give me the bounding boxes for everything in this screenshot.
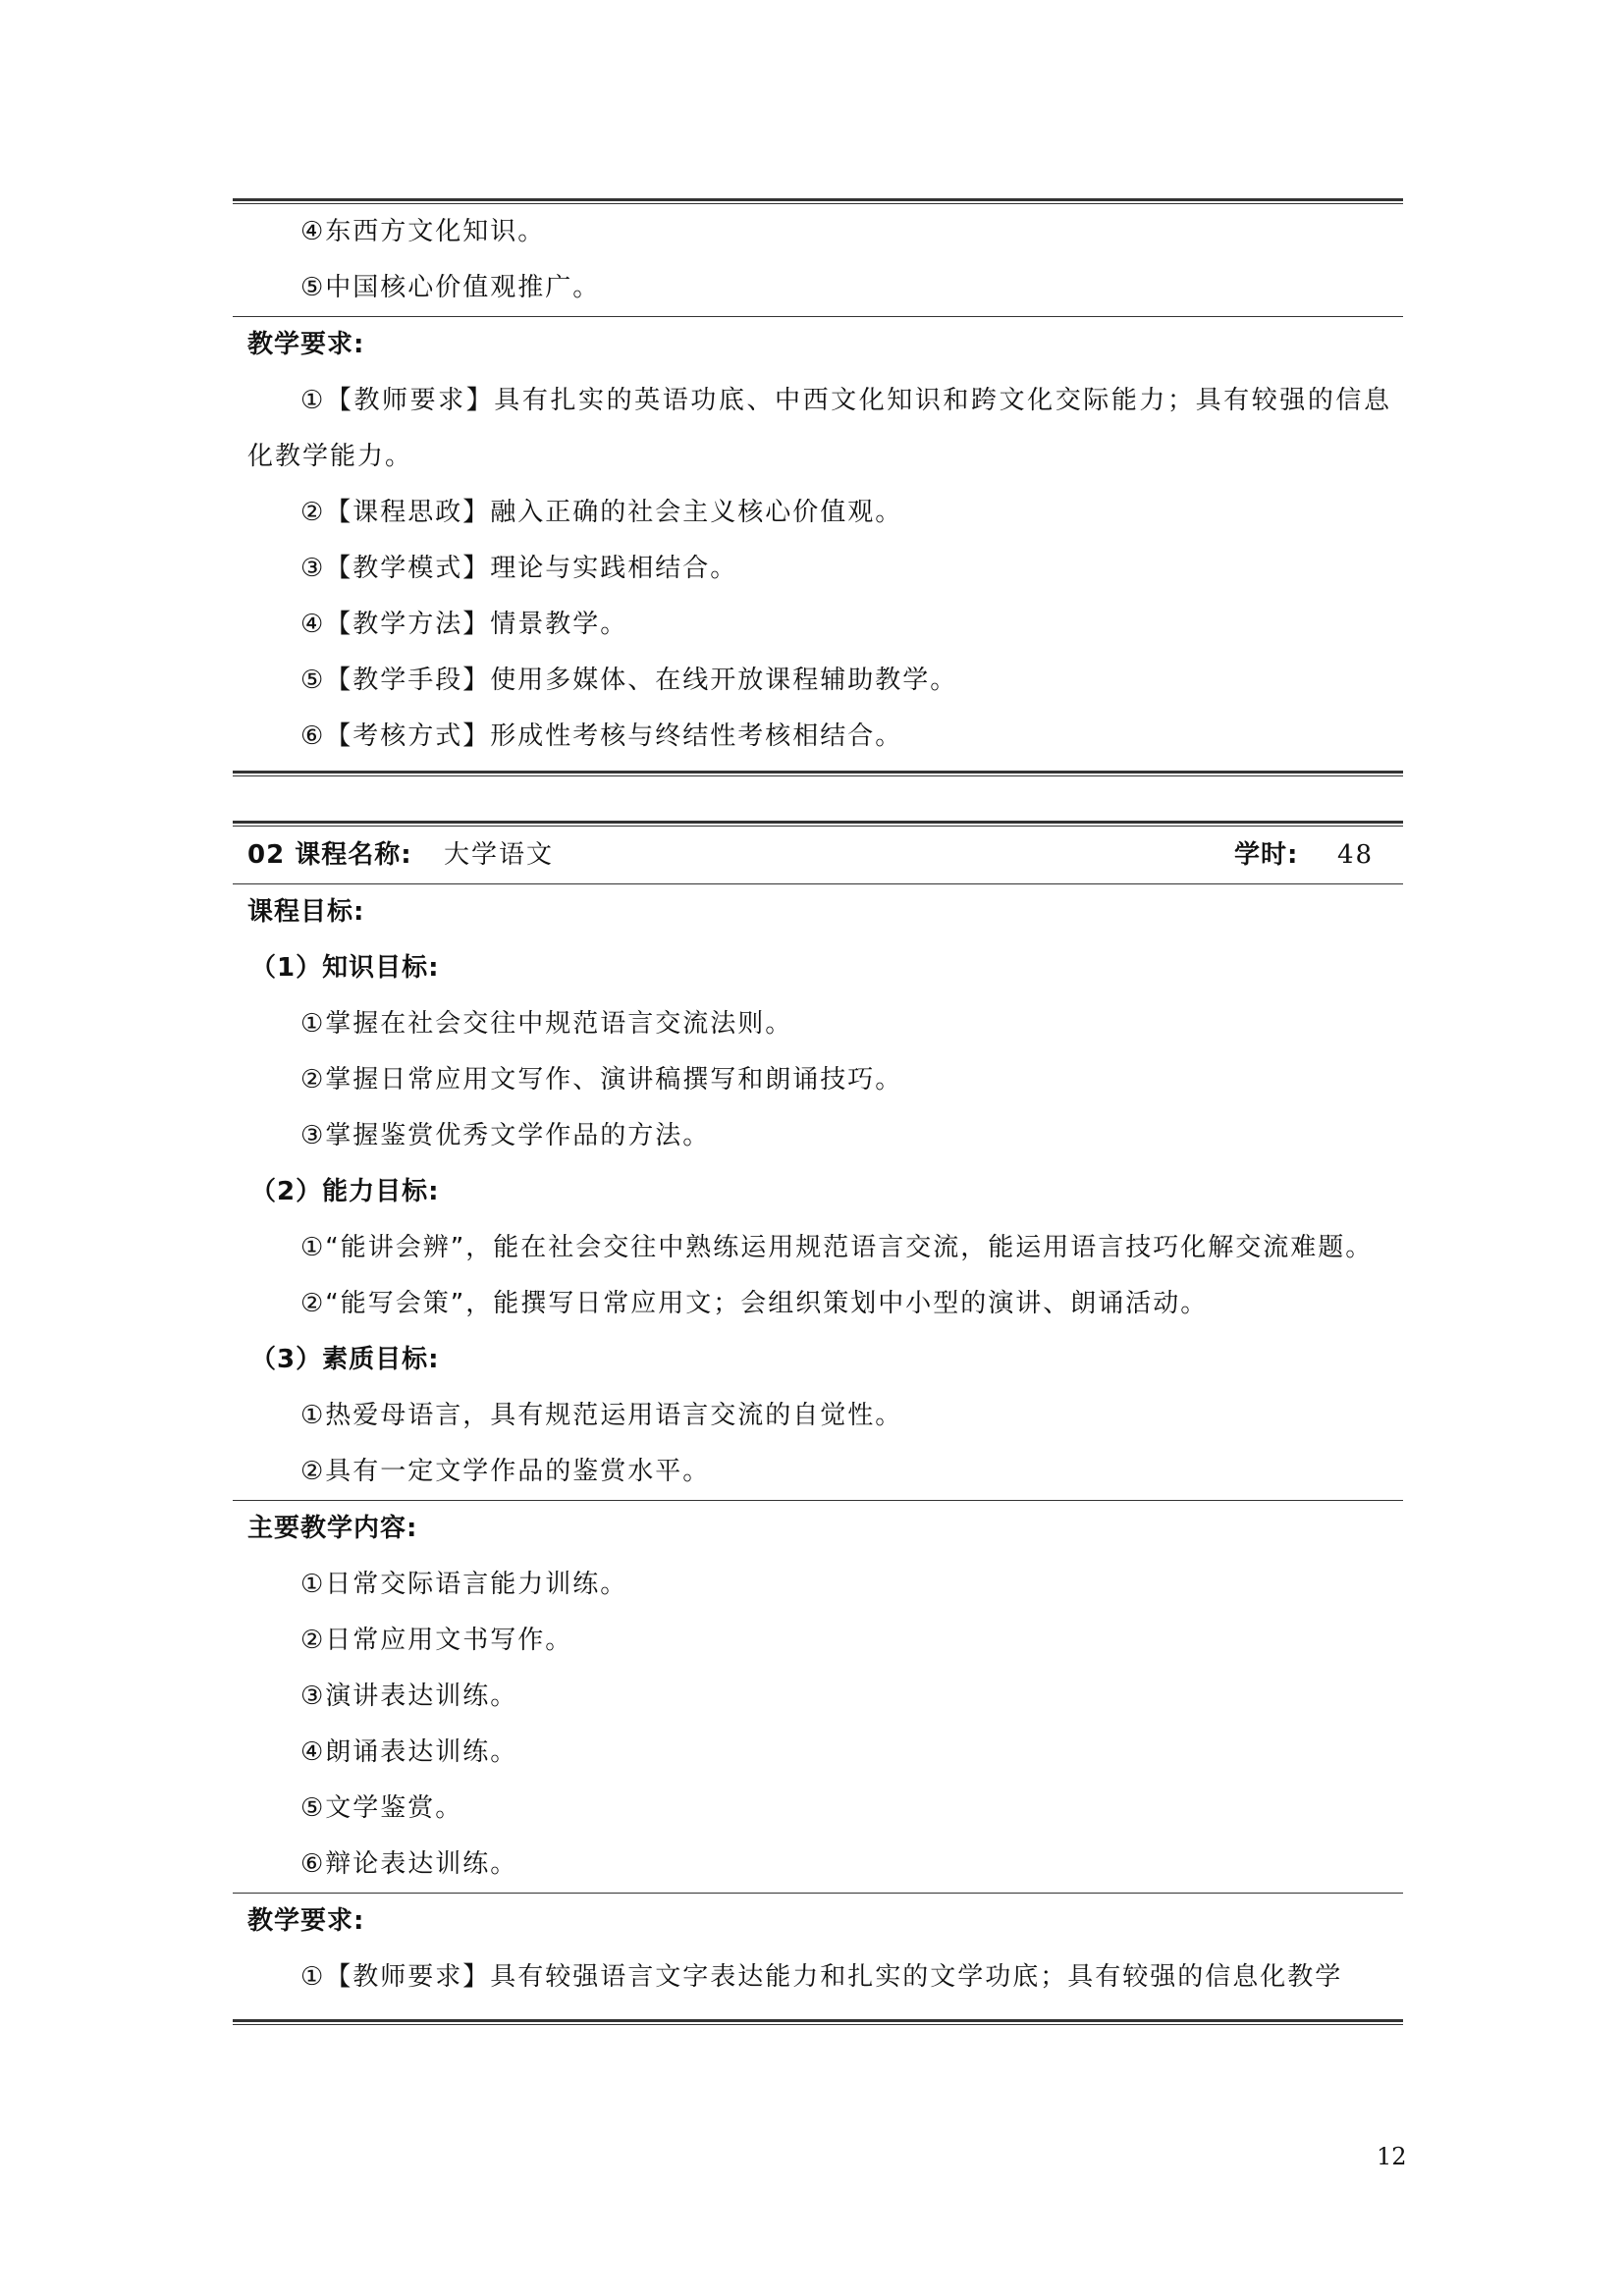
knowledge-heading: （1）知识目标: — [250, 953, 440, 983]
content-item: ③演讲表达训练。 — [300, 1682, 518, 1711]
knowledge-item: ③掌握鉴赏优秀文学作品的方法。 — [300, 1121, 711, 1150]
ability-item: ①“能讲会辨”，能在社会交往中熟练运用规范语言交流，能运用语言技巧化解交流难题。 — [300, 1233, 1374, 1262]
goals-heading: 课程目标: — [247, 897, 365, 927]
content-item: ⑤文学鉴赏。 — [300, 1793, 463, 1823]
course-name: 大学语文 — [444, 840, 555, 870]
course-table-02 — [233, 821, 1403, 2025]
table-bottom-border — [233, 771, 1403, 776]
requirement-item: ①【教师要求】具有较强语言文字表达能力和扎实的文学功底；具有较强的信息化教学 — [300, 1962, 1343, 1992]
knowledge-item: ①掌握在社会交往中规范语言交流法则。 — [300, 1009, 793, 1039]
ability-heading: （2）能力目标: — [250, 1177, 440, 1206]
requirement-item: ③【教学模式】理论与实践相结合。 — [300, 554, 738, 583]
content-item: ①日常交际语言能力训练。 — [300, 1570, 628, 1599]
requirement-item: ⑥【考核方式】形成性考核与终结性考核相结合。 — [300, 721, 903, 751]
knowledge-item: ②掌握日常应用文写作、演讲稿撰写和朗诵技巧。 — [300, 1065, 903, 1095]
content-item: ⑤中国核心价值观推广。 — [300, 273, 601, 302]
content-item: ②日常应用文书写作。 — [300, 1626, 573, 1655]
content-item: ⑥辩论表达训练。 — [300, 1849, 518, 1879]
requirement-item: ②【课程思政】融入正确的社会主义核心价值观。 — [300, 498, 903, 527]
requirements-heading: 教学要求: — [247, 1906, 365, 1936]
quality-item: ②具有一定文学作品的鉴赏水平。 — [300, 1457, 711, 1486]
content-heading: 主要教学内容: — [247, 1514, 418, 1543]
course-table-continued — [233, 198, 1403, 776]
page-number: 12 — [1377, 2143, 1407, 2170]
hours-label: 学时: — [1234, 840, 1299, 870]
content-item: ④朗诵表达训练。 — [300, 1737, 518, 1767]
requirements-heading: 教学要求: — [247, 330, 365, 359]
table-bottom-border — [233, 2019, 1403, 2025]
content-item: ④东西方文化知识。 — [300, 217, 546, 246]
requirement-item: ⑤【教学手段】使用多媒体、在线开放课程辅助教学。 — [300, 666, 958, 695]
requirement-item: ④【教学方法】情景教学。 — [300, 610, 628, 639]
course-name-label: 02 课程名称: — [247, 840, 412, 870]
ability-item: ②“能写会策”，能撰写日常应用文；会组织策划中小型的演讲、朗诵活动。 — [300, 1289, 1209, 1318]
quality-item: ①热爱母语言，具有规范运用语言交流的自觉性。 — [300, 1401, 903, 1430]
requirement-item: ①【教师要求】具有扎实的英语功底、中西文化知识和跨文化交际能力；具有较强的信息化教学能力。 — [247, 386, 1391, 471]
course-header-row — [233, 827, 1403, 883]
hours-value: 48 — [1337, 840, 1375, 870]
quality-heading: （3）素质目标: — [250, 1345, 440, 1374]
